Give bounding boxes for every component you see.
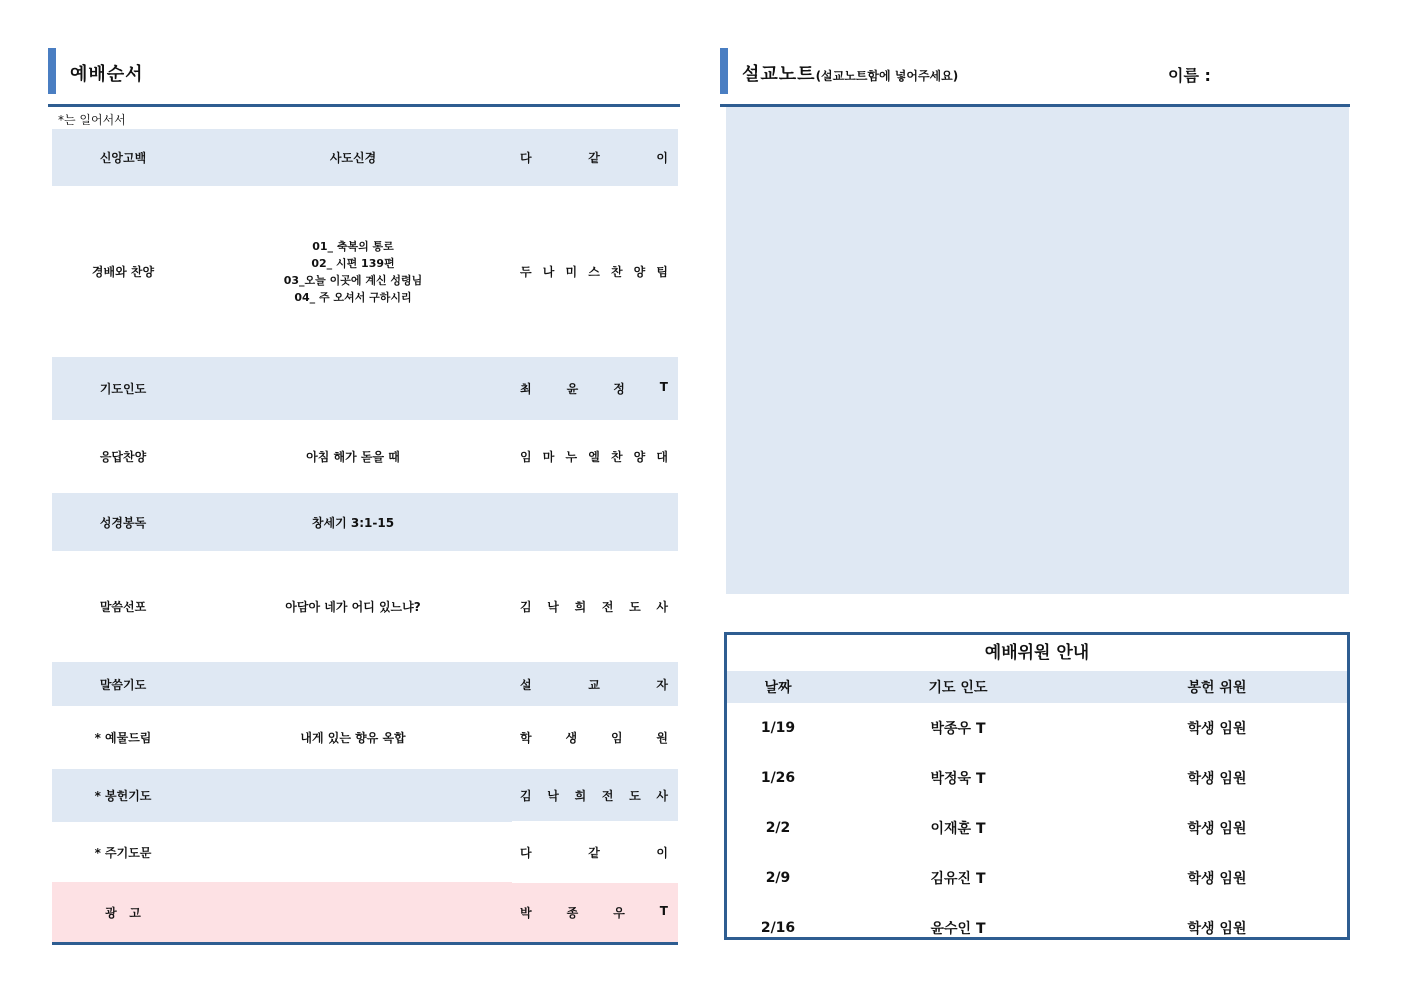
order-leader [512, 420, 678, 493]
leader-char: 자 [656, 677, 668, 692]
leader-char: 박 [520, 906, 532, 920]
leader-char: 양 [633, 450, 646, 464]
order-leader [512, 706, 678, 769]
worship-order-row [52, 822, 678, 882]
leader-char: 찬 [610, 265, 623, 279]
leader-char: 윤 [566, 382, 579, 396]
order-leader [512, 551, 678, 662]
leader-char: 희 [574, 788, 587, 803]
committee-row [727, 903, 1347, 953]
worship-order-row [52, 186, 678, 357]
leader-char: 다 [520, 151, 532, 165]
worship-order-row [52, 357, 678, 420]
leader-name [512, 598, 678, 615]
order-leader [512, 882, 678, 942]
leader-char: 임 [610, 731, 623, 745]
committee-prayer-leader: 윤수인 T [930, 921, 986, 937]
order-content [194, 822, 512, 882]
sermon-note-header [720, 48, 1350, 107]
order-content [194, 357, 512, 420]
header-offering-committee: 봉헌 위원 [1087, 671, 1347, 703]
worship-order-row [52, 129, 678, 186]
leader-char: 다 [520, 845, 532, 860]
leader-char: 팀 [656, 265, 668, 279]
leader-char: 도 [629, 600, 641, 614]
leader-char: 두 [520, 265, 532, 279]
worship-order-title: 예배순서 [70, 64, 144, 85]
committee-prayer-leader: 김유진 T [930, 871, 986, 887]
worship-order-row [52, 493, 678, 551]
sermon-note-subtitle: (설교노트함에 넣어주세요) [815, 69, 959, 83]
leader-char: 사 [656, 788, 668, 803]
committee-prayer-leader: 박종우 T [930, 721, 986, 737]
order-item: 말씀선포 [99, 600, 147, 614]
order-content: 아담아 네가 어디 있느냐? [285, 600, 421, 614]
sermon-note-title-text: 설교노트 [742, 64, 816, 85]
leader-char: 미 [565, 265, 578, 279]
leader-name [512, 729, 678, 746]
leader-char: 전 [601, 788, 614, 803]
leader-char: 낙 [547, 788, 559, 803]
order-content [194, 882, 512, 942]
order-leader [512, 129, 678, 186]
leader-char: 설 [520, 677, 532, 692]
worship-order-row [52, 769, 678, 822]
song-item: 04_ 주 오셔서 구하시리 [294, 290, 412, 304]
leader-char: 찬 [610, 450, 623, 464]
leader-char: 정 [613, 382, 625, 396]
order-content [194, 662, 512, 706]
committee-date: 1/19 [760, 720, 796, 736]
leader-name [512, 844, 678, 861]
order-item: 경배와 찬양 [91, 265, 155, 279]
leader-name [512, 448, 678, 465]
committee-offering: 학생 임원 [1187, 921, 1247, 937]
committee-header-row [727, 671, 1347, 703]
leader-char: 누 [565, 450, 578, 464]
leader-char: 교 [588, 677, 600, 692]
leader-char: 양 [633, 265, 646, 279]
order-leader [512, 822, 678, 882]
committee-date: 2/9 [765, 870, 791, 886]
header-date: 날짜 [727, 671, 829, 703]
order-leader [512, 769, 678, 822]
order-item: * 봉헌기도 [94, 789, 152, 803]
committee-offering: 학생 임원 [1187, 821, 1247, 837]
committee-row [727, 703, 1347, 753]
sermon-note-title [742, 60, 958, 86]
order-item: 말씀기도 [99, 677, 147, 692]
header-accent-bar [720, 48, 728, 94]
committee-date: 2/16 [760, 920, 796, 936]
committee-offering: 학생 임원 [1187, 721, 1247, 737]
sermon-note-writing-area[interactable] [726, 107, 1349, 594]
worship-order-table [52, 129, 678, 942]
order-item: * 주기도문 [94, 845, 152, 860]
leader-char: 마 [542, 450, 555, 464]
header-accent-bar [48, 48, 56, 94]
committee-prayer-leader: 이재훈 T [930, 821, 986, 837]
leader-char: T [659, 904, 668, 918]
leader-char: 학 [520, 731, 532, 745]
leader-name [512, 676, 678, 693]
committee-offering: 학생 임원 [1187, 771, 1247, 787]
stand-note: *는 일어서서 [58, 113, 126, 127]
leader-char: 이 [656, 151, 668, 165]
order-item: 기도인도 [99, 382, 147, 396]
worship-order-row [52, 420, 678, 493]
order-item: 신앙고백 [99, 151, 147, 165]
leader-char: 스 [588, 265, 600, 279]
leader-char: 임 [520, 450, 532, 464]
song-list [194, 186, 512, 357]
order-leader [512, 186, 678, 357]
order-leader [512, 357, 678, 420]
worship-order-section [48, 48, 680, 945]
order-item: 광 고 [105, 905, 141, 920]
committee-offering: 학생 임원 [1187, 871, 1247, 887]
committee-date: 1/26 [760, 770, 796, 786]
leader-char: 대 [656, 450, 668, 464]
leader-char: 원 [656, 731, 668, 745]
song-item: 03_오늘 이곳에 계신 성령님 [283, 273, 423, 287]
committee-row [727, 853, 1347, 903]
leader-char: 희 [574, 600, 587, 614]
leader-char: 같 [588, 845, 600, 860]
committee-table [727, 671, 1347, 953]
worship-order-row [52, 662, 678, 706]
order-content: 창세기 3:1-15 [311, 515, 395, 530]
leader-char: 종 [566, 906, 579, 920]
worship-order-row [52, 706, 678, 769]
order-item: 응답찬양 [99, 450, 147, 464]
committee-title: 예배위원 안내 [984, 643, 1090, 663]
order-content: 내게 있는 향유 옥합 [300, 731, 406, 745]
leader-char: 나 [542, 265, 555, 279]
order-item: 성경봉독 [99, 515, 147, 530]
leader-char: 이 [656, 845, 668, 860]
leader-char: 낙 [547, 600, 559, 614]
leader-char: 우 [613, 906, 625, 920]
header-prayer-leader: 기도 인도 [829, 671, 1087, 703]
order-content: 아침 해가 돋을 때 [306, 450, 400, 464]
leader-char: 김 [520, 788, 532, 803]
leader-char: T [659, 380, 668, 394]
leader-char: 사 [656, 600, 668, 614]
order-leader [512, 662, 678, 706]
committee-prayer-leader: 박정욱 T [930, 771, 986, 787]
leader-char: 생 [565, 731, 578, 745]
leader-name [512, 149, 678, 166]
committee-date: 2/2 [765, 820, 791, 836]
order-content: 사도신경 [329, 151, 377, 165]
leader-name [512, 263, 678, 280]
song-item: 01_ 축복의 통로 [312, 239, 394, 253]
leader-name [512, 787, 678, 804]
worship-order-row [52, 882, 678, 942]
worship-committee-box [724, 632, 1350, 940]
leader-name [512, 380, 678, 397]
leader-char: 최 [520, 382, 532, 396]
worship-order-bottom-rule [52, 942, 678, 945]
order-leader [512, 493, 678, 551]
name-label: 이름 : [1168, 66, 1211, 85]
sermon-note-section [720, 48, 1352, 594]
committee-row [727, 753, 1347, 803]
leader-char: 엘 [588, 450, 600, 464]
order-item: * 예물드림 [94, 731, 152, 745]
committee-row [727, 803, 1347, 853]
song-item: 02_ 시편 139편 [311, 256, 395, 270]
leader-char: 같 [588, 151, 600, 165]
worship-order-header [48, 48, 680, 107]
worship-order-row [52, 551, 678, 662]
leader-char: 전 [601, 600, 614, 614]
leader-char: 김 [520, 600, 532, 614]
leader-char: 도 [629, 788, 641, 803]
leader-name [512, 904, 678, 921]
order-content [194, 769, 512, 822]
